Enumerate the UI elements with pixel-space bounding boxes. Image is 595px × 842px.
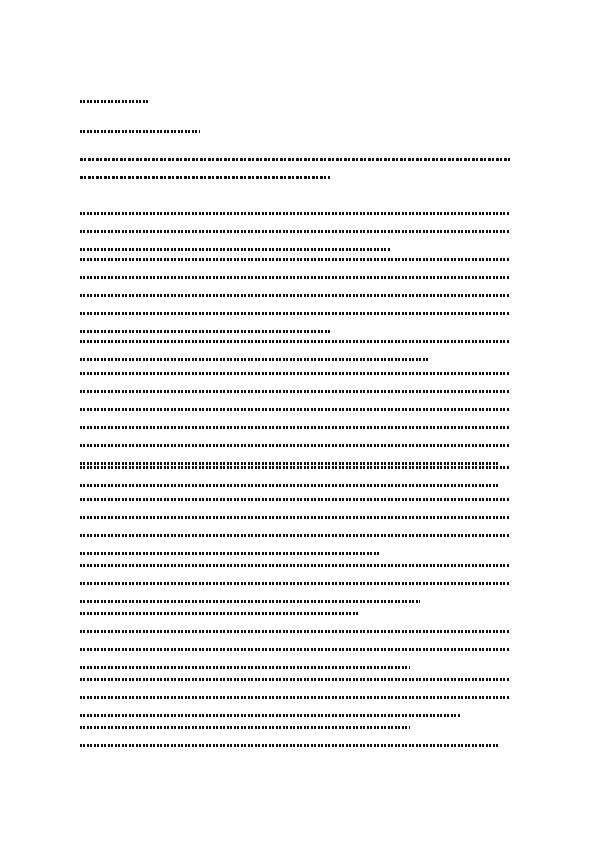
paragraph-11 [80,726,510,762]
title-block [80,158,510,194]
paragraph-7 [80,564,510,618]
paragraph-6 [80,498,510,570]
paragraph-3 [80,340,510,376]
paragraph-2 [80,258,510,348]
paragraph-9 [80,630,510,684]
paragraph-8 [80,612,510,630]
header-line [80,100,150,118]
paragraph-4 [80,372,510,480]
paragraph-10 [80,678,510,732]
subheader-line [80,130,200,148]
paragraph-5 [80,466,510,502]
